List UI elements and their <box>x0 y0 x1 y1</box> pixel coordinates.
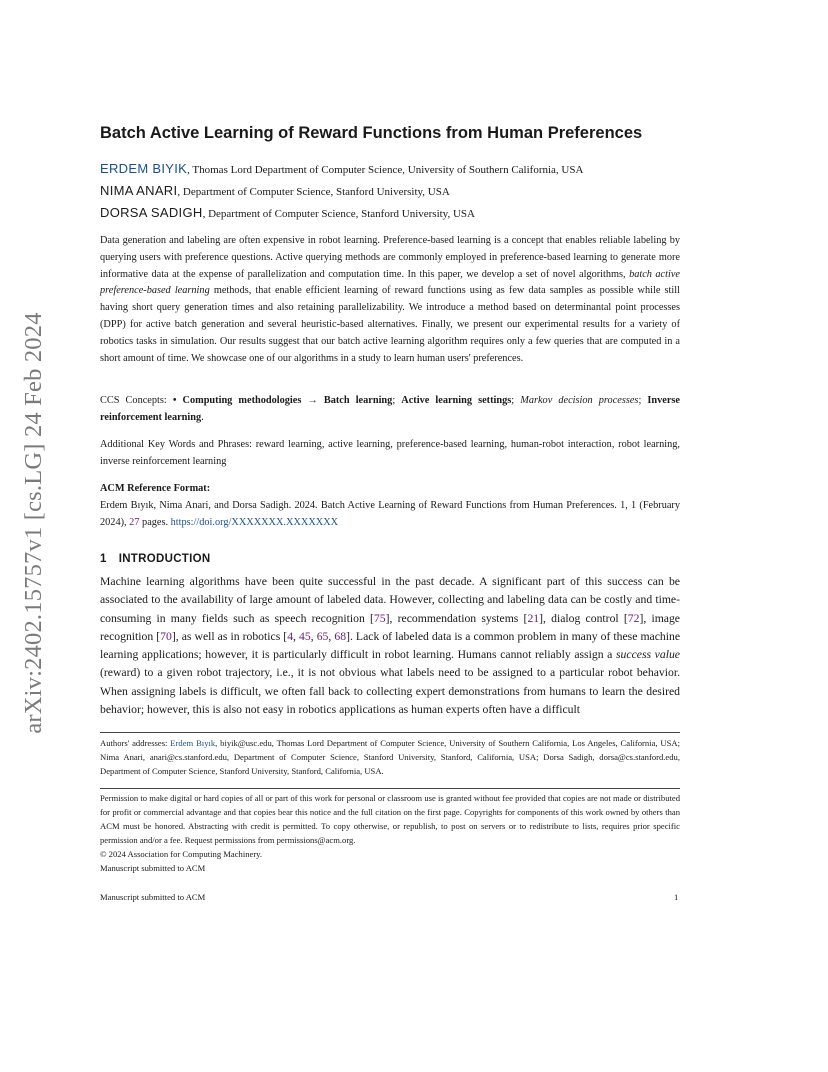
keywords: Additional Key Words and Phrases: reward learning, active learning, preference-based learning, human-robot interaction, robot learning, inverse reinforcement learning <box>100 439 680 467</box>
ccs-concepts: CCS Concepts: • Computing methodologies → Batch learning; Active learning settings; Markov decision processes; Inverse reinforcement learning. <box>100 395 681 423</box>
citation-link[interactable]: 21 <box>527 611 540 625</box>
doi-link[interactable]: https://doi.org/XXXXXXX.XXXXXXX <box>170 516 339 528</box>
author-name: DORSA SADIGH <box>100 205 203 220</box>
arxiv-stamp: arXiv:2402.15757v1 [cs.LG] 24 Feb 2024 <box>20 312 47 734</box>
page-number: 1 <box>674 892 679 902</box>
footer-left: Manuscript submitted to ACM <box>100 892 206 902</box>
author-3: DORSA SADIGH, Department of Computer Science, Stanford University, USA <box>100 205 475 220</box>
abstract: Data generation and labeling are often expensive in robot learning. Preference-based learning is a concept that enables reliable labeling by querying users with preference questions. Active querying methods are commonly employed in preference-based learning to generate more informative data at the expense of parallelization and computation time. In this paper, we develop a set of novel algorithms, batch active preference-based learning methods, that enable efficient learning of reward functions using as few data samples as possible while still having short query generation times and also retaining parallelizability. We introduce a method based on determinantal point processes (DPP) for active batch generation and several heuristic-based alternatives. Finally, we present our experimental results for a variety of robotics tasks in simulation. Our results suggest that our batch active learning algorithm requires only a few queries that are computed in a short amount of time. We showcase one of our algorithms in a study to learn human users' preferences. <box>100 235 680 364</box>
manuscript-note: Manuscript submitted to ACM <box>100 863 206 873</box>
permission-divider <box>100 788 680 789</box>
author-link[interactable]: Erdem Bıyık <box>170 738 216 748</box>
author-2: NIMA ANARI, Department of Computer Science, Stanford University, USA <box>100 183 450 198</box>
paper-title: Batch Active Learning of Reward Functions from Human Preferences <box>100 124 643 142</box>
author-name: NIMA ANARI <box>100 183 178 198</box>
citation-link[interactable]: 75 <box>373 611 386 625</box>
acm-reference: ACM Reference Format: Erdem Bıyık, Nima Anari, and Dorsa Sadigh. 2024. Batch Active Learning of Reward Functions from Human Preferences. 1, 1 (February 2024), 27 pages. https://doi.org/XXXXXXX.XXXXXXX <box>100 483 680 528</box>
section-heading: 1 INTRODUCTION <box>100 553 211 565</box>
author-1: ERDEM BIYIK, Thomas Lord Department of Computer Science, University of Southern California, USA <box>100 161 584 176</box>
author-name[interactable]: ERDEM BIYIK <box>100 161 188 176</box>
authors-addresses: Authors' addresses: Erdem Bıyık, biyik@usc.edu, Thomas Lord Department of Computer Science, University of Southern California, Los Angeles, California, USA; Nima Anari, anari@cs.stanford.edu, Department of Computer Science, Stanford University, Stanford, California, USA; Dorsa Sadigh, dorsa@cs.stanford.edu, Department of Computer Science, Stanford University, Stanford, California, USA. <box>100 738 680 776</box>
citation-link[interactable]: 72 <box>627 611 640 625</box>
permission-notice: Permission to make digital or hard copies of all or part of this work for personal or classroom use is granted without fee provided that copies are not made or distributed for profit or commercial advantage and that copies bear this notice and the full citation on the first page. Copyrights for components of this work owned by others than ACM must be honored. Abstracting with credit is permitted. To copy otherwise, or republish, to post on servers or to redistribute to lists, requires prior specific permission and/or a fee. Request permissions from permissions@acm.org. © 2024 Association for Computing Machinery. Manuscript submitted to ACM <box>100 793 680 873</box>
copyright: © 2024 Association for Computing Machinery. <box>100 849 263 859</box>
pages-link[interactable]: 27 <box>129 516 140 528</box>
citation-link[interactable]: 4 <box>287 629 294 643</box>
acm-reference-heading: ACM Reference Format: <box>100 483 211 494</box>
footnote-divider <box>100 732 680 733</box>
intro-paragraph: Machine learning algorithms have been quite successful in the past decade. A significant part of this success can be associated to the availability of large amount of labeled data. However, collecting and labeling data can be costly and time-consuming in many fields such as speech recognition [75], recommendation systems [21], dialog control [72], image recognition [70], as well as in robotics [4, 45, 65, 68]. Lack of labeled data is a common problem in many of these machine learning applications; however, it is particularly difficult in robot learning. Humans cannot reliably assign a success value (reward) to a given robot trajectory, i.e., it is not obvious what labels need to be assigned to a particular robot behavior. When assigning labels is difficult, we often fall back to collecting expert demonstrations from humans to learn the desired behavior; however, this is also not easy in robotics applications as human experts often have a difficult <box>100 575 681 717</box>
citation-link[interactable]: 45 <box>299 629 311 643</box>
citation-link[interactable]: 68 <box>334 629 347 643</box>
citation-link[interactable]: 65 <box>316 629 329 643</box>
citation-link[interactable]: 70 <box>160 629 172 643</box>
